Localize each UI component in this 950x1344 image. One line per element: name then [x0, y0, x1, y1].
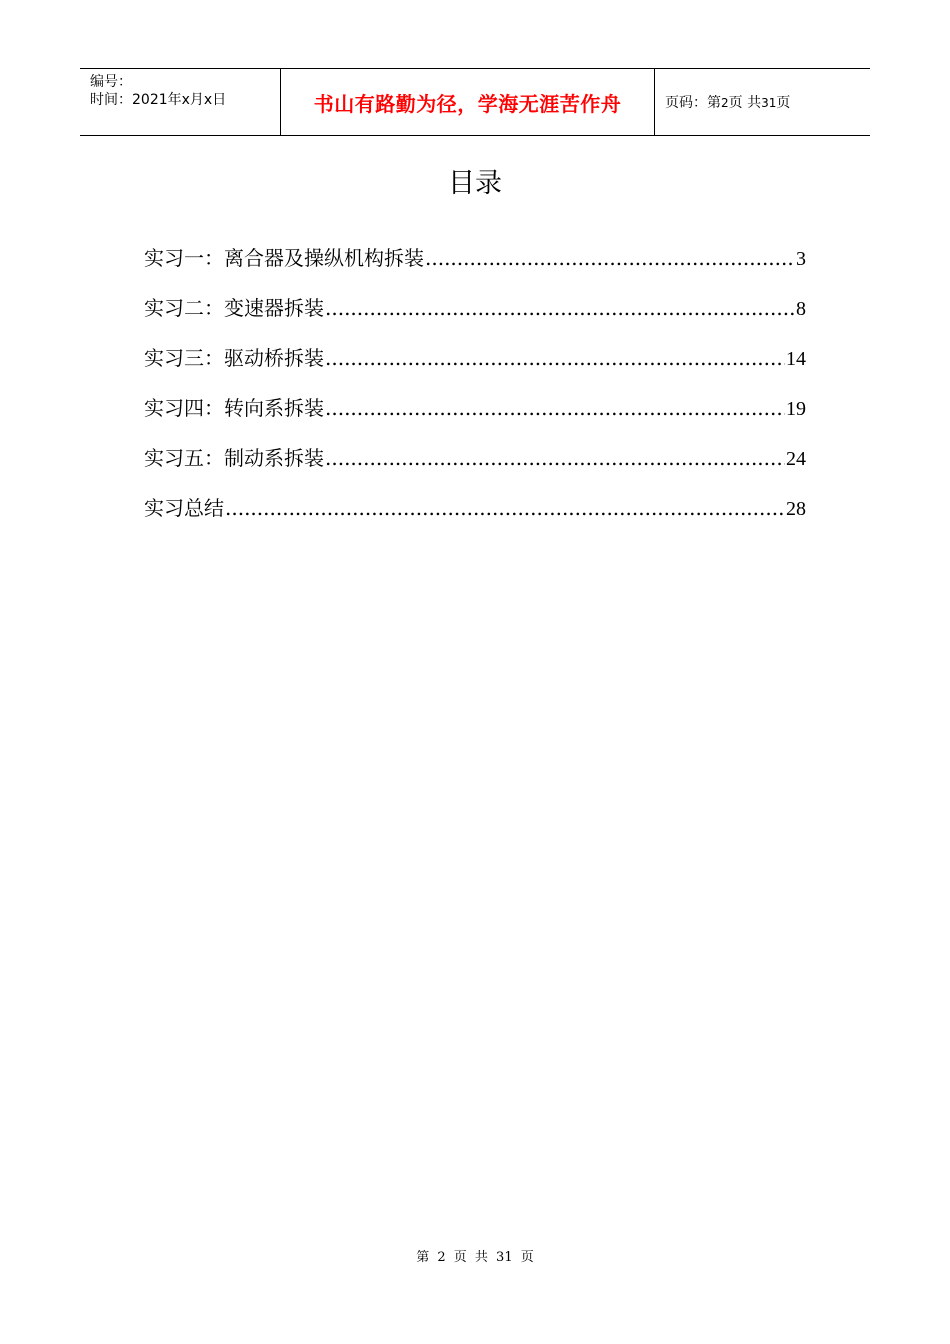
- toc-entry[interactable]: [144, 440, 806, 490]
- toc-entry-text: 实习五：制动系拆装: [144, 446, 324, 470]
- toc-entry-page: 24: [786, 448, 806, 470]
- table-of-contents: [144, 240, 806, 540]
- toc-leader: [325, 440, 785, 476]
- toc-leader: [325, 290, 795, 326]
- header-motto: [281, 69, 655, 135]
- toc-entry[interactable]: [144, 340, 806, 390]
- motto-text: 书山有路勤为径，学海无涯苦作舟: [313, 91, 622, 116]
- toc-leader: [425, 240, 795, 276]
- toc-entry[interactable]: [144, 490, 806, 540]
- toc-entry[interactable]: [144, 290, 806, 340]
- toc-entry-text: 实习四：转向系拆装: [144, 396, 324, 420]
- page-footer: 第 2 页 共 31 页: [416, 1250, 534, 1265]
- toc-entry[interactable]: [144, 240, 806, 290]
- toc-leader: [325, 340, 785, 376]
- page-number-line: [665, 92, 870, 112]
- header-page-info: [655, 69, 870, 135]
- toc-entry-text: 实习三：驱动桥拆装: [144, 346, 324, 370]
- toc-entry-page: 14: [786, 348, 806, 370]
- toc-entry[interactable]: [144, 390, 806, 440]
- toc-entry-page: 19: [786, 398, 806, 420]
- toc-entry-text: 实习一：离合器及操纵机构拆装: [144, 246, 424, 270]
- page-header: [80, 68, 870, 136]
- toc-entry-page: 3: [796, 248, 806, 270]
- toc-entry-text: 实习总结: [144, 496, 224, 520]
- document-time-label: 时间：2021年x月x日: [90, 92, 227, 108]
- page-mid: 页 共: [728, 95, 762, 111]
- toc-entry-page: 8: [796, 298, 806, 320]
- page-prefix: 页码：第: [665, 95, 721, 111]
- toc-title: 目录: [448, 168, 502, 199]
- page-current: 2: [721, 96, 729, 110]
- toc-entry-text: 实习二：变速器拆装: [144, 296, 324, 320]
- document-number-label: 编号：: [90, 74, 132, 90]
- toc-leader: [325, 390, 785, 426]
- toc-leader: [225, 490, 785, 526]
- toc-entry-page: 28: [786, 498, 806, 520]
- header-meta: [80, 69, 281, 135]
- page-suffix: 页: [776, 95, 791, 111]
- page-total: 31: [761, 96, 777, 110]
